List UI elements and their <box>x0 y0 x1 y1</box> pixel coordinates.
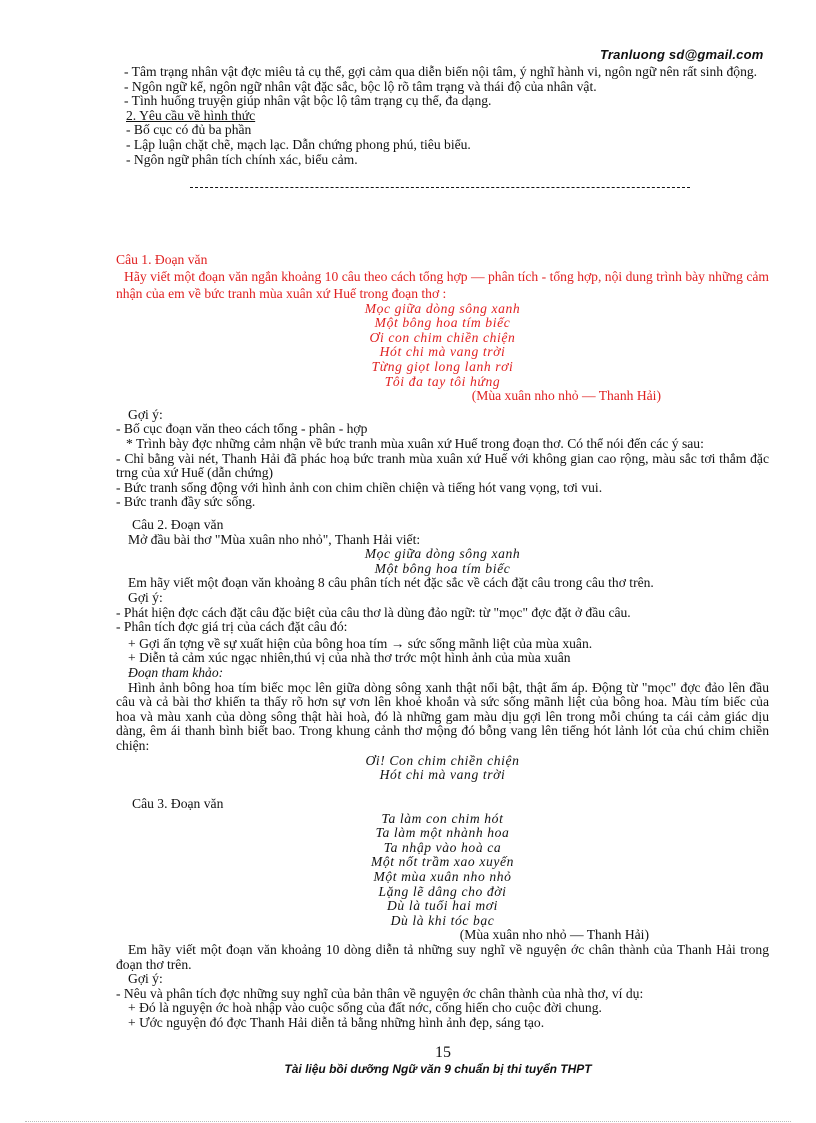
cau3-hint-label: Gợi ý: <box>128 971 163 987</box>
cau2-arrow-line <box>116 637 769 652</box>
cau1-prompt: Hãy viết một đoạn văn ngắn khoảng 10 câu theo cách tổng hợp — phân tích - tổng hợp, nội dung trình bày những cảm nhận của em về bức tranh mùa xuân xứ Huế trong đoạn thơ : <box>116 268 769 301</box>
section-divider <box>190 187 690 188</box>
poem-line: Dù là khi tóc bạc <box>390 912 495 928</box>
cau2-poem <box>116 547 769 576</box>
page-number: 15 <box>435 1044 451 1061</box>
intro-line: - Ngôn ngữ kể, ngôn ngữ nhân vật đặc sắc, bộc lộ rõ tâm trạng và thái độ của nhân vật. <box>124 78 597 94</box>
poem-line: Mọc giữa dòng sông xanh <box>364 546 521 562</box>
poem-line: Ơi con chim chiền chiện <box>369 329 516 345</box>
hint-line: + Ước nguyện đó đợc Thanh Hải diễn tả bằng những hình ảnh đẹp, sáng tạo. <box>128 1014 545 1030</box>
poem-line: Một nốt trầm xao xuyến <box>370 854 515 870</box>
form-line: - Ngôn ngữ phân tích chính xác, biểu cảm. <box>126 151 358 167</box>
intro-line: - Tình huống truyện giúp nhân vật bộc lộ tâm trạng cụ thể, đa dạng. <box>124 93 492 109</box>
cau2-intro: Mở đầu bài thơ "Mùa xuân nho nhỏ", Thanh Hải viết: <box>128 531 421 547</box>
poem-line: Tôi đa tay tôi hứng <box>384 373 501 389</box>
cau3-title: Câu 3. Đoạn văn <box>132 796 224 811</box>
form-line: - Bố cục có đủ ba phần <box>126 122 252 138</box>
hint-line: - Phát hiện đợc cách đặt câu đặc biệt của câu thơ là dùng đảo ngữ: từ "mọc" đợc đặt ở đầu câu. <box>116 604 631 620</box>
cau2-poem2 <box>116 754 769 783</box>
cau2-hint-label: Gợi ý: <box>128 589 163 605</box>
poem-line: Ơi! Con chim chiền chiện <box>365 752 520 768</box>
form-line: - Lập luận chặt chẽ, mạch lạc. Dẫn chứng phong phú, tiêu biểu. <box>126 136 471 152</box>
cau1-section <box>116 253 769 510</box>
hint-line: - Bố cục đoạn văn theo cách tổng - phân - hợp <box>116 421 368 437</box>
cau2-title: Câu 2. Đoạn văn <box>132 517 224 532</box>
poem-line: Hót chi mà vang trời <box>379 344 506 360</box>
poem-line: Lặng lẽ dâng cho đời <box>378 883 507 899</box>
cau2-reference: Hình ảnh bông hoa tím biếc mọc lên giữa dòng sông xanh thật nổi bật, thật ấm áp. Động từ "mọc" đợc đảo lên đầu câu và cả bài thơ khiến ta thấy rõ hơn sự vơn lên khoẻ khoắn và sức sống mãnh liệt của bông hoa. Màu tím biếc của hoa và màu xanh của dòng sông thật hài hoà, đó là những gam màu dịu gợi lên trong mỗi chúng ta cái cảm giác dịu dàng, êm ái thanh bình biết bao. Trong khung cảnh thơ mộng đó bỗng vang lên tiếng hót lảnh lót của chú chim chiền chiện: <box>116 679 769 753</box>
poem-line: Ta làm con chim hót <box>381 810 504 826</box>
cau3-prompt: Em hãy viết một đoạn văn khoảng 10 dòng diễn tả những suy nghĩ về nguyện ớc chân thành của Thanh Hải trong đoạn thơ trên. <box>116 941 769 972</box>
hint-line: - Phân tích đợc giá trị của cách đặt câu đó: <box>116 619 348 635</box>
cau3-poem <box>116 812 769 929</box>
page-footer: Tài liệu bồi dưỡng Ngữ văn 9 chuẩn bị thi tuyển THPT <box>284 1062 592 1076</box>
cau1-poem <box>116 302 769 390</box>
cau1-title: Câu 1. Đoạn văn <box>116 252 208 267</box>
poem-line: Mọc giữa dòng sông xanh <box>364 300 521 316</box>
right-arrow-icon: → <box>390 635 405 651</box>
hint-line: - Bức tranh đầy sức sống. <box>116 494 256 510</box>
arrow-left-text: + Gợi ấn tợng về sự xuất hiện của bông hoa tím <box>128 635 388 651</box>
cau2-reference-label: Đoạn tham khảo: <box>128 664 224 680</box>
hint-line: - Nêu và phân tích đợc những suy nghĩ của bản thân về nguyện ớc chân thành của nhà thơ, ví dụ: <box>116 985 644 1001</box>
page-bottom-border <box>25 1121 791 1122</box>
cau3-section <box>116 797 769 1031</box>
poem-line: Ta làm một nhành hoa <box>375 825 510 841</box>
hint-line: * Trình bày đợc những cảm nhận về bức tranh mùa xuân xứ Huế trong đoạn thơ. Có thể nói đến các ý sau: <box>126 435 704 451</box>
intro-section <box>116 65 769 167</box>
cau2-prompt: Em hãy viết một đoạn văn khoảng 8 câu phân tích nét đặc sắc về cách đặt câu trong câu thơ trên. <box>128 575 654 591</box>
poem-line: Một bông hoa tím biếc <box>374 315 511 331</box>
cau1-hint-label: Gợi ý: <box>128 406 163 422</box>
form-heading: 2. Yêu cầu về hình thức <box>126 107 256 123</box>
hint-line: - Chỉ bằng vài nét, Thanh Hải đã phác hoạ bức tranh mùa xuân xứ Huế với không gian cao rộng, màu sắc tơi thắm đặc trng của xứ Huế (dẫn chứng) <box>116 450 769 481</box>
intro-line: - Tâm trạng nhân vật đợc miêu tả cụ thể, gợi cảm qua diễn biến nội tâm, ý nghĩ hành vi, ngôn ngữ nên rất sinh động. <box>124 64 758 79</box>
cau2-section <box>116 518 769 783</box>
cau1-source: (Mùa xuân nho nhỏ — Thanh Hải) <box>471 388 661 404</box>
poem-line: Từng giọt long lanh rơi <box>371 358 514 374</box>
poem-line: Dù là tuổi hai mơi <box>387 898 498 914</box>
poem-line: Hót chi mà vang trời <box>379 767 506 783</box>
arrow-right-text: sức sống mãnh liệt của mùa xuân. <box>407 635 593 651</box>
cau2-bullet: + Diễn tả cảm xúc ngạc nhiên,thú vị của nhà thơ trớc một hình ảnh của mùa xuân <box>128 650 571 666</box>
hint-line: + Đó là nguyện ớc hoà nhập vào cuộc sống của đất nớc, cống hiến cho cuộc đời chung. <box>128 1000 602 1016</box>
cau3-source: (Mùa xuân nho nhỏ — Thanh Hải) <box>459 927 649 943</box>
header-email: Tranluong sd@gmail.com <box>600 47 764 62</box>
hint-line: - Bức tranh sống động với hình ảnh con chim chiền chiện và tiếng hót vang vọng, tơi vui. <box>116 479 603 495</box>
poem-line: Một mùa xuân nho nhỏ <box>373 868 512 884</box>
poem-line: Một bông hoa tím biếc <box>374 560 511 576</box>
poem-line: Ta nhập vào hoà ca <box>383 839 502 855</box>
